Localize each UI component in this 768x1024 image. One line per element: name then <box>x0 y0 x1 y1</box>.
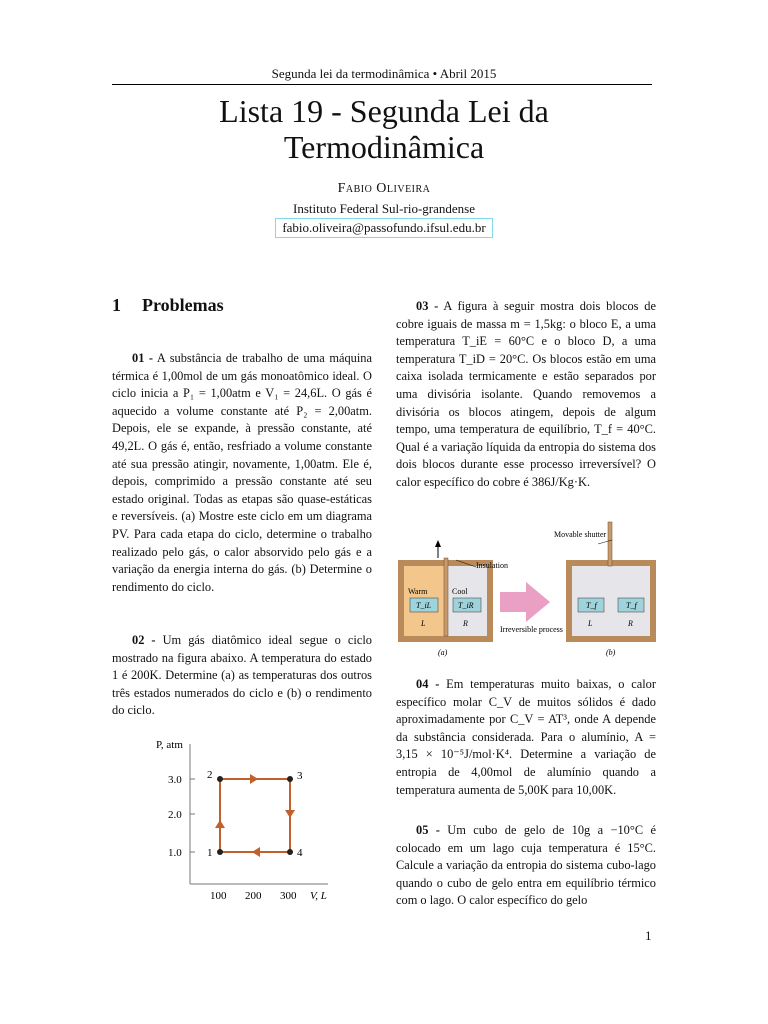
section-title: Problemas <box>142 295 224 315</box>
process-label <box>500 625 563 634</box>
problem-03-label: 03 - <box>416 299 439 313</box>
t-ir-label: T_iR <box>458 601 474 610</box>
state-label-3: 3 <box>297 770 303 782</box>
insulation-label: Insulation <box>476 561 508 570</box>
running-header: Segunda lei da termodinâmica • Abril 2015 <box>271 66 497 81</box>
tf-label-l: T_f <box>586 601 597 610</box>
author-name: Fabio Oliveira <box>337 181 431 196</box>
author-email-link[interactable]: fabio.oliveira@passofundo.ifsul.edu.br <box>275 218 493 238</box>
process-arrow <box>500 582 550 622</box>
problem-01-label: 01 - <box>132 351 154 365</box>
cycle-path <box>220 779 290 852</box>
r-label-a: R <box>463 619 468 628</box>
state-label-1: 1 <box>207 847 213 859</box>
pv-diagram <box>150 732 350 904</box>
arrow-down <box>285 810 295 818</box>
l-label-a: L <box>421 619 426 628</box>
label-a: (a) <box>438 648 448 657</box>
tf-label-r: T_f <box>626 601 637 610</box>
blocks-figure <box>396 520 658 662</box>
problem-02-label: 02 - <box>132 633 156 647</box>
problem-03-text: A figura à seguir mostra dois blocos de cobre iguais de massa m = 1,5kg: o bloco E, a uma temperatura T_iE = 60°C e o bloco D, a uma temperatura T_iD = 20°C. Os blocos estão em uma caixa isolada termicamente e estão separados por uma divisória isolante. Quando removemos a divisória os blocos atingem, depois de algum tempo, uma temperatura de equilíbrio, T_f = 40°C. Qual é a variação líquida da entropia do sistema dos dois blocos durante esse processo irreversível? O calor específico do cobre é 386J/Kg·K. <box>396 299 656 489</box>
page-number: 1 <box>645 928 652 943</box>
author-institution: Instituto Federal Sul-rio-grandense <box>293 201 475 216</box>
warm-label: Warm <box>408 587 428 596</box>
x-tick-200: 200 <box>245 890 262 902</box>
r-label-b: R <box>628 619 633 628</box>
state-label-4: 4 <box>297 847 303 859</box>
state-label-2: 2 <box>207 769 213 781</box>
state-points <box>217 776 293 855</box>
label-b: (b) <box>606 648 616 657</box>
problem-05-label: 05 - <box>416 823 440 837</box>
cool-label: Cool <box>452 587 468 596</box>
y-ticks <box>168 774 195 859</box>
t-il-label: T_iL <box>416 601 432 610</box>
process-label-text: Irreversible process <box>500 625 563 634</box>
section-heading <box>112 295 224 316</box>
y-tick-3: 3.0 <box>168 774 182 786</box>
x-axis-label: V, L <box>310 890 327 902</box>
arrow-right <box>250 774 258 784</box>
x-tick-100: 100 <box>210 890 227 902</box>
problem-02-text: Um gás diatômico ideal segue o ciclo mostrado na figura abaixo. A temperatura do estado 1 é 200K. Determine (a) as temperaturas dos outros três estados numerados do ciclo e (b) o rendimento do ciclo. <box>112 633 372 718</box>
state-point-2 <box>217 776 223 782</box>
section-number: 1 <box>112 295 121 315</box>
page-title <box>0 93 768 165</box>
state-point-1 <box>217 849 223 855</box>
problem-01-text: A substância de trabalho de uma máquina térmica é 1,00mol de um gás monoatômico ideal. O ciclo inicia a P₁ = 1,00atm e V₁ = 24,6L. O gás é aquecido a volume constante até P₂ = 2,00atm. Depois, ele se expande, à pressão constante, até 49,2L. O gás é, então, resfriado a volume constante até sua pressão atingir, novamente, 1,00atm. Ele é, depois, comprimido a pressão constante até seu estado original. Todas as etapas são quase-estáticas e reversíveis. (a) Mostre este ciclo em um diagrama PV. Para cada etapa do ciclo, determine o trabalho realizado pelo gás, o calor absorvido pelo gás e a variação da energia interna do gás. (b) Determine o rendimento do ciclo. <box>112 351 372 594</box>
arrow-left <box>252 847 260 857</box>
y-tick-2: 2.0 <box>168 809 182 821</box>
x-ticks <box>210 890 297 902</box>
y-axis-label: P, atm <box>156 739 183 751</box>
problem-03 <box>396 298 656 492</box>
shutter-raised <box>608 522 612 566</box>
title-line-1: Lista 19 - Segunda Lei da <box>219 93 549 129</box>
problem-04-label: 04 - <box>416 677 440 691</box>
l-label-b: L <box>588 619 593 628</box>
state-point-3 <box>287 776 293 782</box>
problem-04-text: Em temperaturas muito baixas, o calor específico molar C_V de muitos sólidos é dado aproximadamente por C_V = AT³, onde A depende da substância considerada. Para o alumínio, A = 3,15 × 10⁻⁵J/mol·K⁴. Determine a variação de entropia de 4,00mol de alumínio quando a temperatura aumenta de 5,00K para 10,00K. <box>396 677 656 797</box>
title-line-2: Termodinâmica <box>283 129 485 165</box>
arrow-up <box>215 820 225 828</box>
movable-shutter-label: Movable shutter <box>554 530 607 539</box>
problem-05 <box>396 822 656 910</box>
problem-04 <box>396 676 656 799</box>
problem-05-text: Um cubo de gelo de 10g a −10°C é colocado em um lago cuja temperatura é 15°C. Calcule a variação da entropia do sistema cubo-lago quando o cubo de gelo entra em equilíbrio térmico com o lago. O calor específico do gelo <box>396 823 656 908</box>
shutter <box>444 558 448 636</box>
y-tick-1: 1.0 <box>168 847 182 859</box>
problem-01 <box>112 350 372 596</box>
header-rule <box>112 84 652 85</box>
state-point-4 <box>287 849 293 855</box>
x-tick-300: 300 <box>280 890 297 902</box>
problem-02 <box>112 632 372 720</box>
